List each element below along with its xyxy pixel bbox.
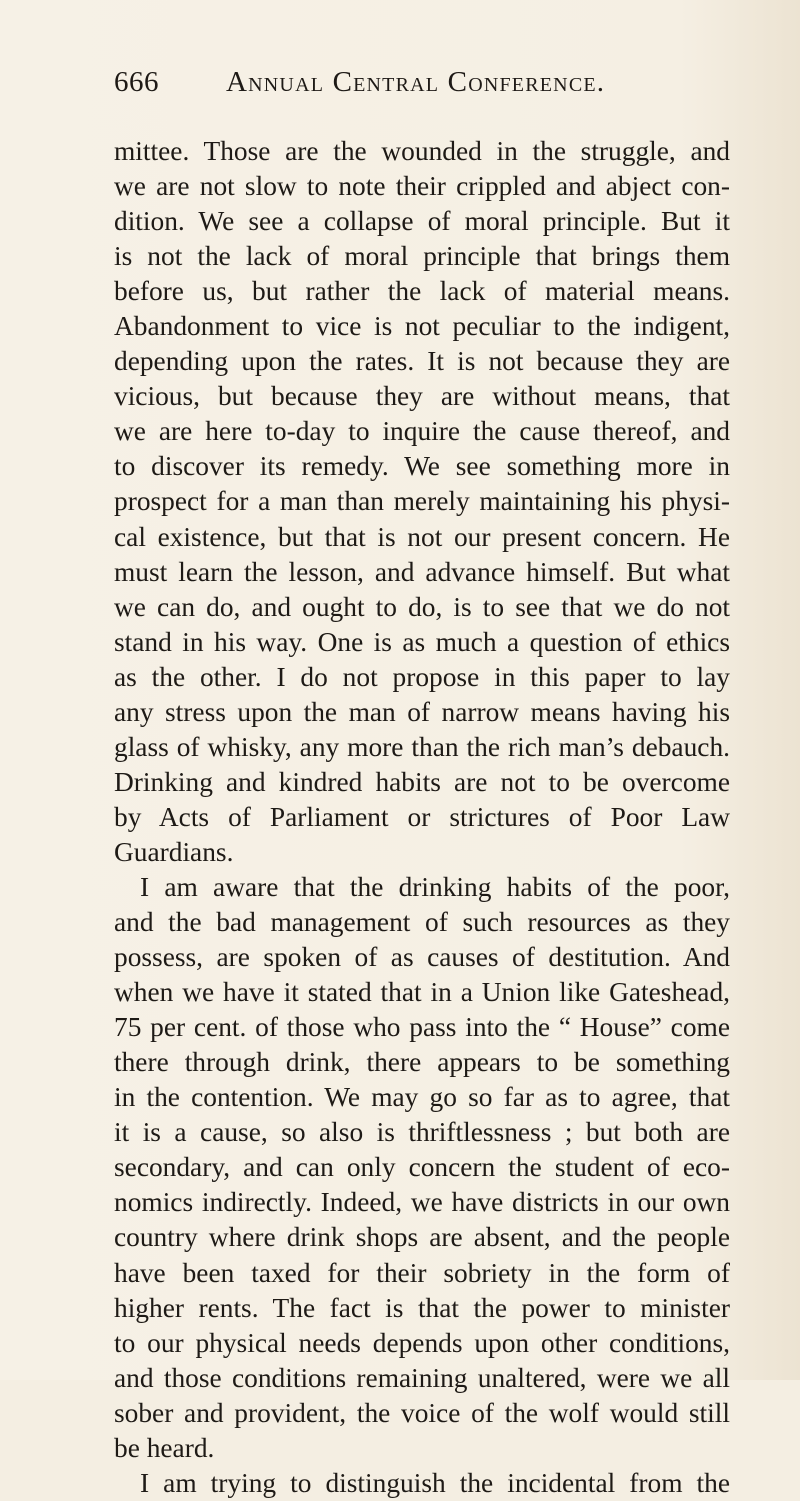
text-line: vicious, but because they are without means, that (114, 381, 730, 412)
text-line: mittee. Those are the wounded in the struggle, and (114, 136, 730, 166)
text-line: must learn the lesson, and advance himself. But what (114, 556, 730, 587)
text-line: there through drink, there appears to be something (114, 1047, 730, 1078)
text-line: and the bad management of such resources as they (114, 907, 730, 938)
text-line: nomics indirectly. Indeed, we have districts in our own (114, 1187, 730, 1218)
text-line: depending upon the rates. It is not because they are (114, 346, 730, 377)
text-line: is not the lack of moral principle that brings them (114, 241, 730, 272)
text-line: it is a cause, so also is thriftlessness ; but both are (114, 1117, 730, 1148)
text-line: secondary, and can only concern the student of eco- (114, 1152, 730, 1183)
text-line: any stress upon the man of narrow means having his (114, 696, 730, 727)
text-line: in the contention. We may go so far as to agree, that (114, 1082, 730, 1113)
text-line: possess, are spoken of as causes of destitution. And (114, 942, 730, 973)
text-line: we are here to-day to inquire the cause thereof, and (114, 416, 730, 447)
text-line: Guardians. (114, 836, 234, 867)
text-line: I am trying to distinguish the incidental from the (140, 1467, 730, 1498)
text-line: I am aware that the drinking habits of the poor, (140, 871, 730, 902)
text-line: stand in his way. One is as much a question of ethics (114, 626, 730, 657)
text-line: as the other. I do not propose in this paper to lay (114, 661, 730, 692)
text-line: sober and provident, the voice of the wolf would still (114, 1397, 730, 1428)
text-line: glass of whisky, any more than the rich man’s debauch. (114, 731, 730, 762)
text-line: we are not slow to note their crippled and abject con- (114, 171, 730, 202)
text-line: 75 per cent. of those who pass into the “ House” come (114, 1012, 730, 1043)
text-line: to our physical needs depends upon other conditions, (114, 1327, 730, 1358)
running-head: Annual Central Conference. (226, 66, 606, 98)
text-line: before us, but rather the lack of material means. (114, 276, 730, 307)
text-line: be heard. (114, 1432, 215, 1463)
text-line: and those conditions remaining unaltered, were we all (114, 1362, 730, 1393)
text-line: dition. We see a collapse of moral principle. But it (114, 206, 730, 237)
text-line: when we have it stated that in a Union like Gateshead, (114, 977, 730, 1008)
page-number: 666 (114, 66, 159, 98)
text-line: Drinking and kindred habits are not to be overcome (114, 766, 730, 797)
text-line: cal existence, but that is not our present concern. He (114, 521, 730, 552)
page-header (114, 66, 726, 106)
text-line: by Acts of Parliament or strictures of Poor Law (114, 801, 730, 832)
text-line: Abandonment to vice is not peculiar to the indigent, (114, 311, 730, 342)
text-line: we can do, and ought to do, is to see that we do not (114, 591, 730, 622)
text-line: have been taxed for their sobriety in the form of (114, 1257, 730, 1288)
text-line: higher rents. The fact is that the power to minister (114, 1292, 730, 1323)
text-line: to discover its remedy. We see something more in (114, 451, 730, 482)
body-text (114, 134, 730, 1501)
text-line: country where drink shops are absent, and the people (114, 1222, 730, 1253)
text-line: prospect for a man than merely maintaining his physi- (114, 486, 730, 517)
